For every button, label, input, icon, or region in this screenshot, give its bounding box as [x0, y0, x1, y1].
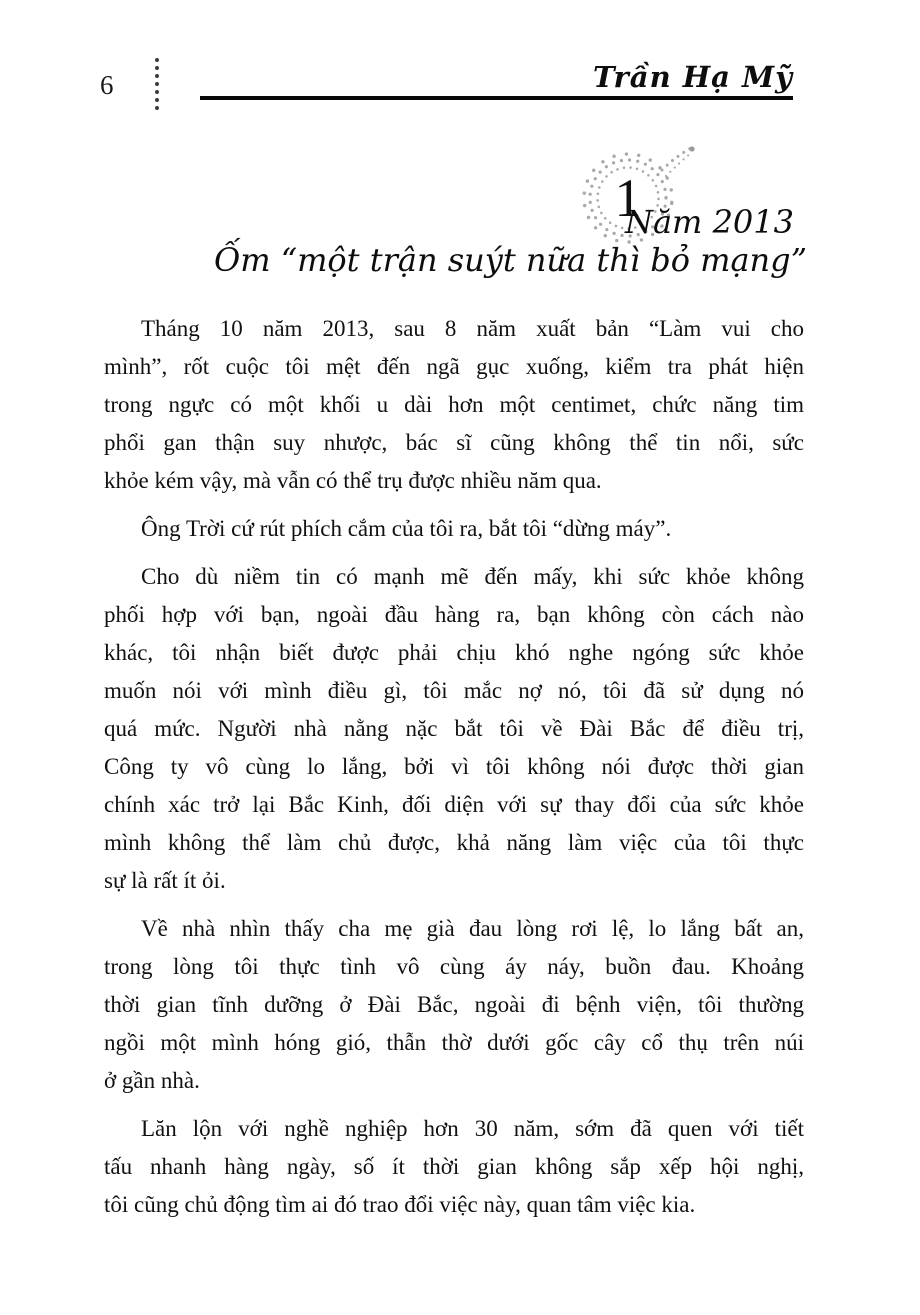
paragraph: [104, 558, 804, 900]
text-line: quá mức. Người nhà nằng nặc bắt tôi về Đài Bắc để điều trị,: [104, 716, 804, 741]
paragraph: [104, 1110, 804, 1224]
text-line: tấu nhanh hàng ngày, số ít thời gian không sắp xếp hội nghị,: [104, 1154, 804, 1179]
header-author-name: Trần Hạ Mỹ: [593, 60, 793, 94]
text-line: Ông Trời cứ rút phích cắm của tôi ra, bắt tôi “dừng máy”.: [141, 516, 672, 541]
text-line: muốn nói với mình điều gì, tôi mắc nợ nó, tôi đã sử dụng nó: [104, 678, 804, 703]
text-line: Công ty vô cùng lo lắng, bởi vì tôi không nói được thời gian: [104, 754, 804, 779]
header-dotted-divider: [155, 58, 159, 110]
paragraph: [104, 310, 804, 500]
text-line: khỏe kém vậy, mà vẫn có thể trụ được nhiều năm qua.: [104, 468, 602, 493]
text-line: Về nhà nhìn thấy cha mẹ già đau lòng rơi lệ, lo lắng bất an,: [141, 916, 804, 941]
text-line: trong lòng tôi thực tình vô cùng áy náy, buồn đau. Khoảng: [104, 954, 804, 979]
page-number: 6: [100, 70, 114, 100]
paragraph: [104, 910, 804, 1100]
paragraph: [104, 510, 804, 548]
text-line: khác, tôi nhận biết được phải chịu khó nghe ngóng sức khỏe: [104, 640, 804, 665]
text-line: thời gian tĩnh dưỡng ở Đài Bắc, ngoài đi bệnh viện, tôi thường: [104, 992, 804, 1017]
text-line: Cho dù niềm tin có mạnh mẽ đến mấy, khi sức khỏe không: [141, 564, 804, 589]
text-line: ngồi một mình hóng gió, thẫn thờ dưới gốc cây cổ thụ trên núi: [104, 1030, 804, 1055]
header-rule: [200, 96, 793, 100]
chapter-number: 1: [614, 168, 642, 228]
text-line: tôi cũng chủ động tìm ai đó trao đổi việc này, quan tâm việc kia.: [104, 1192, 696, 1217]
chapter-title: Năm 2013: [624, 203, 794, 241]
chapter-subtitle: Ốm “một trận suýt nữa thì bỏ mạng”: [213, 241, 807, 279]
text-line: mình không thể làm chủ được, khả năng làm việc của tôi thực: [104, 830, 804, 855]
text-line: sự là rất ít ỏi.: [104, 868, 226, 893]
ornament-curl-tip: [689, 146, 694, 151]
text-line: mình”, rốt cuộc tôi mệt đến ngã gục xuống, kiểm tra phát hiện: [104, 354, 804, 379]
text-line: phổi gan thận suy nhược, bác sĩ cũng không thể tin nổi, sức: [104, 430, 804, 455]
text-line: phối hợp với bạn, ngoài đầu hàng ra, bạn không còn cách nào: [104, 602, 804, 627]
text-line: Lăn lộn với nghề nghiệp hơn 30 năm, sớm đã quen với tiết: [141, 1116, 804, 1141]
text-line: chính xác trở lại Bắc Kinh, đối diện với sự thay đổi của sức khỏe: [104, 792, 804, 817]
body-text: [104, 310, 804, 1224]
text-line: trong ngực có một khối u dài hơn một centimet, chức năng tim: [104, 392, 804, 417]
text-line: ở gần nhà.: [104, 1068, 200, 1093]
text-line: Tháng 10 năm 2013, sau 8 năm xuất bản “Làm vui cho: [141, 316, 804, 341]
